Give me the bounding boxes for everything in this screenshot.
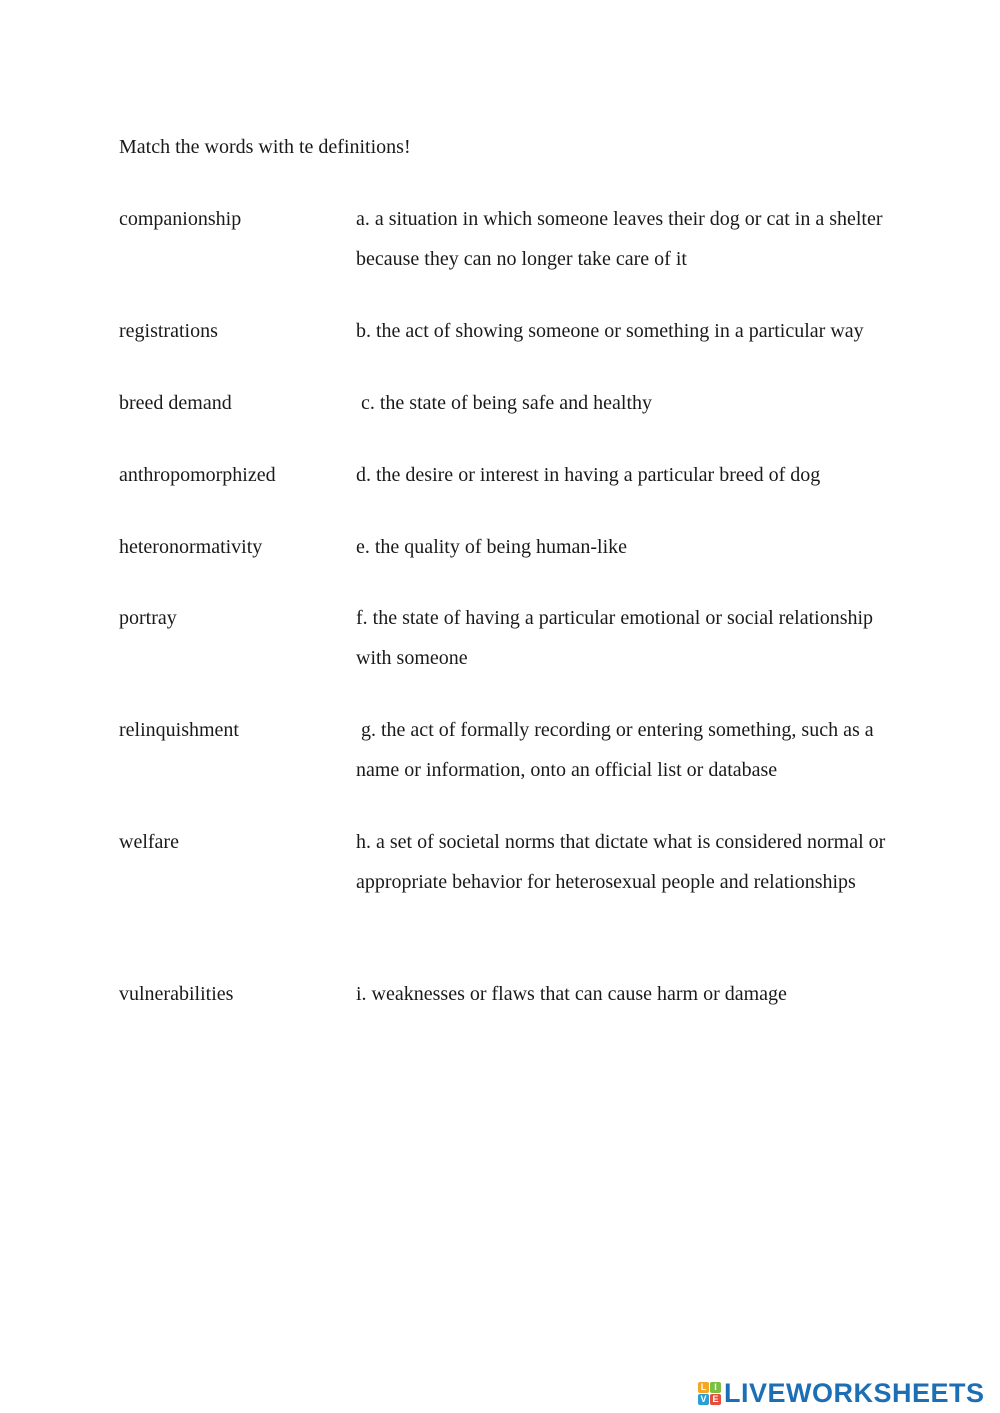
term-word: vulnerabilities bbox=[119, 983, 234, 1005]
definition-text: h. a set of societal norms that dictate what is considered normal or appropriate behavior for heterosexual people and relationships bbox=[356, 831, 886, 893]
liveworksheets-logo bbox=[698, 1378, 985, 1408]
term-word: welfare bbox=[119, 831, 179, 853]
term-word: portray bbox=[119, 607, 177, 629]
definition-text: e. the quality of being human-like bbox=[356, 536, 628, 558]
term-word: breed demand bbox=[119, 392, 232, 414]
definition-text: a. a situation in which someone leaves their dog or cat in a shelter because they can no longer take care of it bbox=[356, 208, 883, 270]
definition-text: g. the act of formally recording or entering something, such as a name or information, onto an official list or database bbox=[356, 719, 879, 781]
term-word: registrations bbox=[119, 320, 218, 342]
definition-text: b. the act of showing someone or something in a particular way bbox=[356, 320, 864, 342]
term-word: anthropomorphized bbox=[119, 464, 276, 486]
definition-text: f. the state of having a particular emotional or social relationship with someone bbox=[356, 607, 874, 669]
definition-text: d. the desire or interest in having a particular breed of dog bbox=[356, 464, 821, 486]
term-word: relinquishment bbox=[119, 719, 239, 741]
logo-text: LIVEWORKSHEETS bbox=[724, 1377, 985, 1408]
definition-text: c. the state of being safe and healthy bbox=[356, 392, 652, 414]
logo-mark-icon: L I V E bbox=[698, 1382, 721, 1405]
term-word: companionship bbox=[119, 208, 242, 230]
instruction-text: Match the words with te definitions! bbox=[119, 136, 411, 158]
definition-text: i. weaknesses or flaws that can cause harm or damage bbox=[356, 983, 787, 1005]
term-word: heteronormativity bbox=[119, 536, 263, 558]
